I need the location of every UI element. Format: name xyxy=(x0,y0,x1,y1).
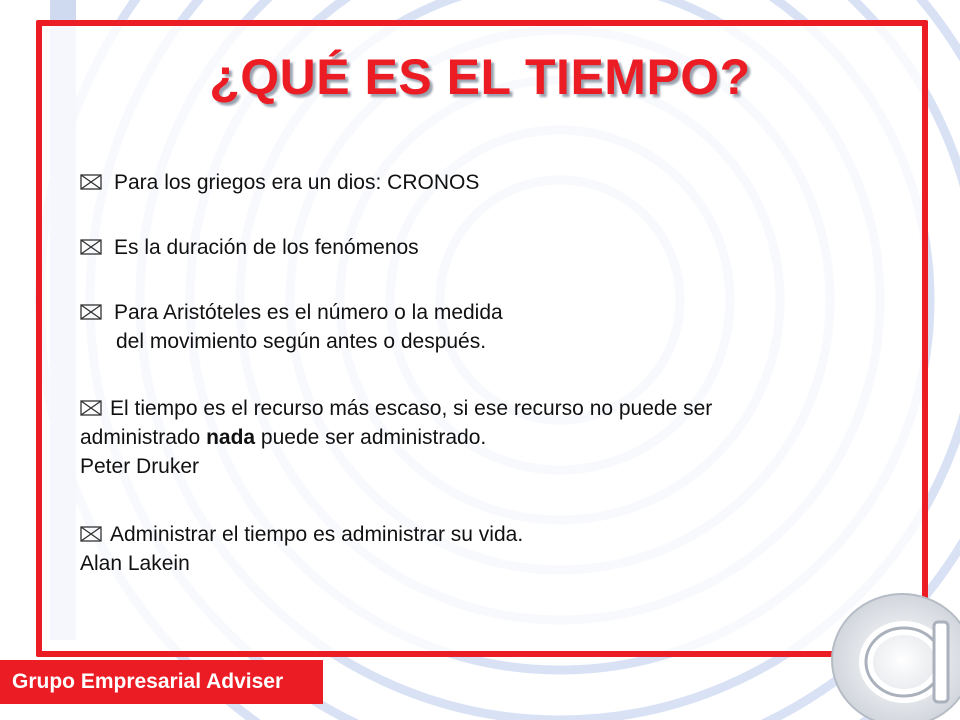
bullet-text: El tiempo es el recurso más escaso, si ese recurso no puede ser xyxy=(110,397,713,420)
quote-author: Peter Druker xyxy=(80,455,200,478)
company-footer-label: Grupo Empresarial Adviser xyxy=(0,660,323,704)
bullet-text: Para los griegos era un dios: CRONOS xyxy=(114,171,480,194)
quote-author: Alan Lakein xyxy=(80,552,190,575)
bullet-item xyxy=(80,394,712,481)
bullet-item xyxy=(80,298,503,356)
box-x-icon xyxy=(80,174,102,190)
box-x-icon xyxy=(80,239,102,255)
bullet-item xyxy=(80,233,419,262)
bullet-text: Es la duración de los fenómenos xyxy=(114,236,419,259)
bullet-text: Administrar el tiempo es administrar su vida. xyxy=(110,523,524,546)
adviser-logo-icon xyxy=(830,592,960,720)
bullet-text-continued: del movimiento según antes o después. xyxy=(116,330,487,353)
box-x-icon xyxy=(80,400,102,416)
bullet-item xyxy=(80,168,479,197)
box-x-icon xyxy=(80,526,102,542)
bullet-text: Para Aristóteles es el número o la medida xyxy=(114,301,503,324)
bullet-item xyxy=(80,520,523,578)
bullet-text-post: puede ser administrado. xyxy=(255,426,487,449)
slide-title: ¿QUÉ ES EL TIEMPO? xyxy=(209,49,751,105)
bullet-text-emphasis: nada xyxy=(206,426,256,449)
box-x-icon xyxy=(80,304,102,320)
bullet-text-pre: administrado xyxy=(80,426,207,449)
